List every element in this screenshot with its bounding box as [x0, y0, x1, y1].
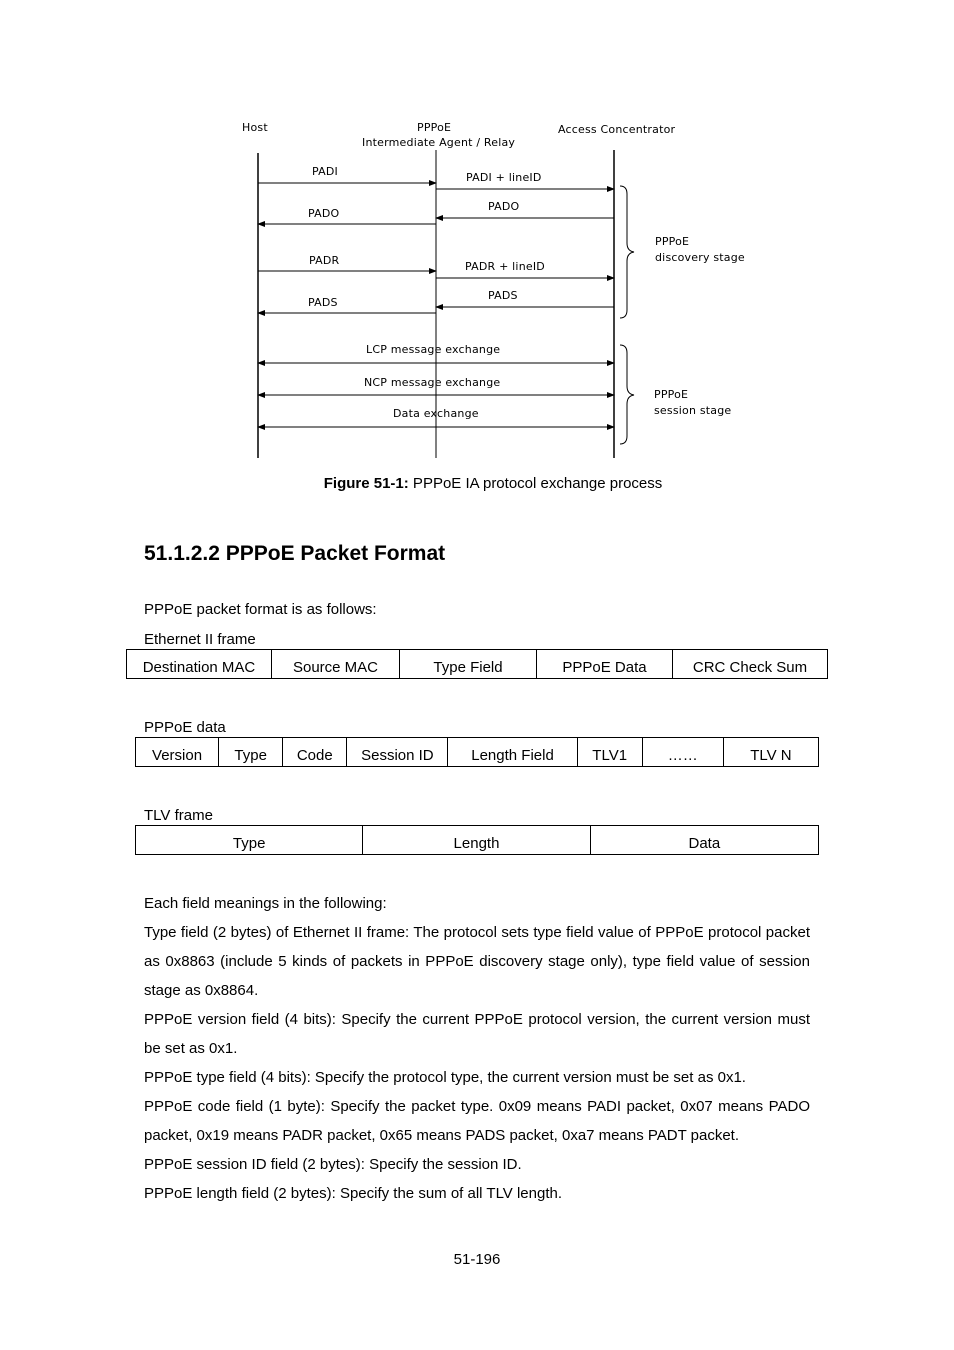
body-paragraph: PPPoE session ID field (2 bytes): Specify the session ID.: [144, 1156, 522, 1173]
pppoe-data-table: [135, 737, 819, 767]
figure-caption: [0, 475, 954, 492]
stage-discovery-line1: PPPoE: [655, 235, 690, 248]
actor-relay-line2: Intermediate Agent / Relay: [362, 136, 516, 149]
body-lead: Each field meanings in the following:: [144, 895, 387, 912]
msg-lcp: LCP message exchange: [366, 343, 501, 356]
ethernet-field: Source MAC: [272, 650, 400, 679]
pppoe-field: Code: [283, 738, 347, 767]
ethernet-frame-label: Ethernet II frame: [144, 631, 256, 648]
ethernet-field: CRC Check Sum: [673, 650, 828, 679]
msg-padr: PADR: [309, 254, 340, 267]
ethernet-field: Destination MAC: [127, 650, 272, 679]
session-brace: [620, 345, 634, 444]
pppoe-field: Version: [136, 738, 219, 767]
pppoe-field: Length Field: [448, 738, 577, 767]
pppoe-field: ……: [642, 738, 723, 767]
tlv-frame-table: [135, 825, 819, 855]
msg-pads-host: PADS: [308, 296, 338, 309]
figure-caption-label: Figure 51-1:: [323, 475, 409, 492]
stage-session-line1: PPPoE: [654, 388, 689, 401]
tlv-field: Length: [363, 826, 590, 855]
body-paragraph: PPPoE length field (2 bytes): Specify the sum of all TLV length.: [144, 1185, 563, 1202]
msg-ncp: NCP message exchange: [364, 376, 501, 389]
ethernet-field: Type Field: [400, 650, 537, 679]
body-paragraph: Type field (2 bytes) of Ethernet II frame: The protocol sets type field value of PPPoE protocol packet as 0x8863 (include 5 kinds of packets in PPPoE discovery stage only), type field value of session stage as 0x8864.: [144, 924, 810, 999]
stage-discovery-line2: discovery stage: [655, 251, 745, 264]
discovery-brace: [620, 186, 634, 318]
tlv-frame-label: TLV frame: [144, 807, 213, 824]
pppoe-field: TLV1: [577, 738, 642, 767]
pppoe-field: Type: [219, 738, 283, 767]
msg-pado-host: PADO: [308, 207, 340, 220]
stage-session-line2: session stage: [654, 404, 732, 417]
body-paragraph: PPPoE version field (4 bits): Specify the current PPPoE protocol version, the current version must be set as 0x1.: [144, 1011, 810, 1057]
page-number: 51-196: [453, 1251, 501, 1268]
actor-host: Host: [242, 121, 268, 134]
pppoe-data-label: PPPoE data: [144, 719, 226, 736]
body-paragraph: PPPoE type field (4 bits): Specify the protocol type, the current version must be set as 0x1.: [144, 1069, 746, 1086]
actor-access-concentrator: Access Concentrator: [558, 123, 676, 136]
ethernet-field: PPPoE Data: [537, 650, 673, 679]
pppoe-exchange-diagram: [0, 0, 954, 470]
tlv-field: Type: [136, 826, 363, 855]
field-descriptions: [144, 889, 810, 1208]
tlv-field: Data: [590, 826, 818, 855]
pppoe-field: TLV N: [723, 738, 818, 767]
msg-pads-ac: PADS: [488, 289, 518, 302]
body-paragraph: PPPoE code field (1 byte): Specify the packet type. 0x09 means PADI packet, 0x07 means PADO packet, 0x19 means PADR packet, 0x65 means PADS packet, 0xa7 means PADT packet.: [144, 1098, 810, 1144]
msg-padi-lineid: PADI + lineID: [466, 171, 542, 184]
msg-data: Data exchange: [393, 407, 479, 420]
figure-caption-text: PPPoE IA protocol exchange process: [408, 475, 663, 492]
msg-padr-lineid: PADR + lineID: [465, 260, 545, 273]
section-heading: 51.1.2.2 PPPoE Packet Format: [144, 542, 446, 565]
intro-text: PPPoE packet format is as follows:: [144, 601, 377, 618]
msg-pado-ac: PADO: [488, 200, 520, 213]
actor-relay-line1: PPPoE: [417, 121, 452, 134]
msg-padi: PADI: [312, 165, 338, 178]
pppoe-field: Session ID: [347, 738, 448, 767]
ethernet-frame-table: [126, 649, 828, 679]
